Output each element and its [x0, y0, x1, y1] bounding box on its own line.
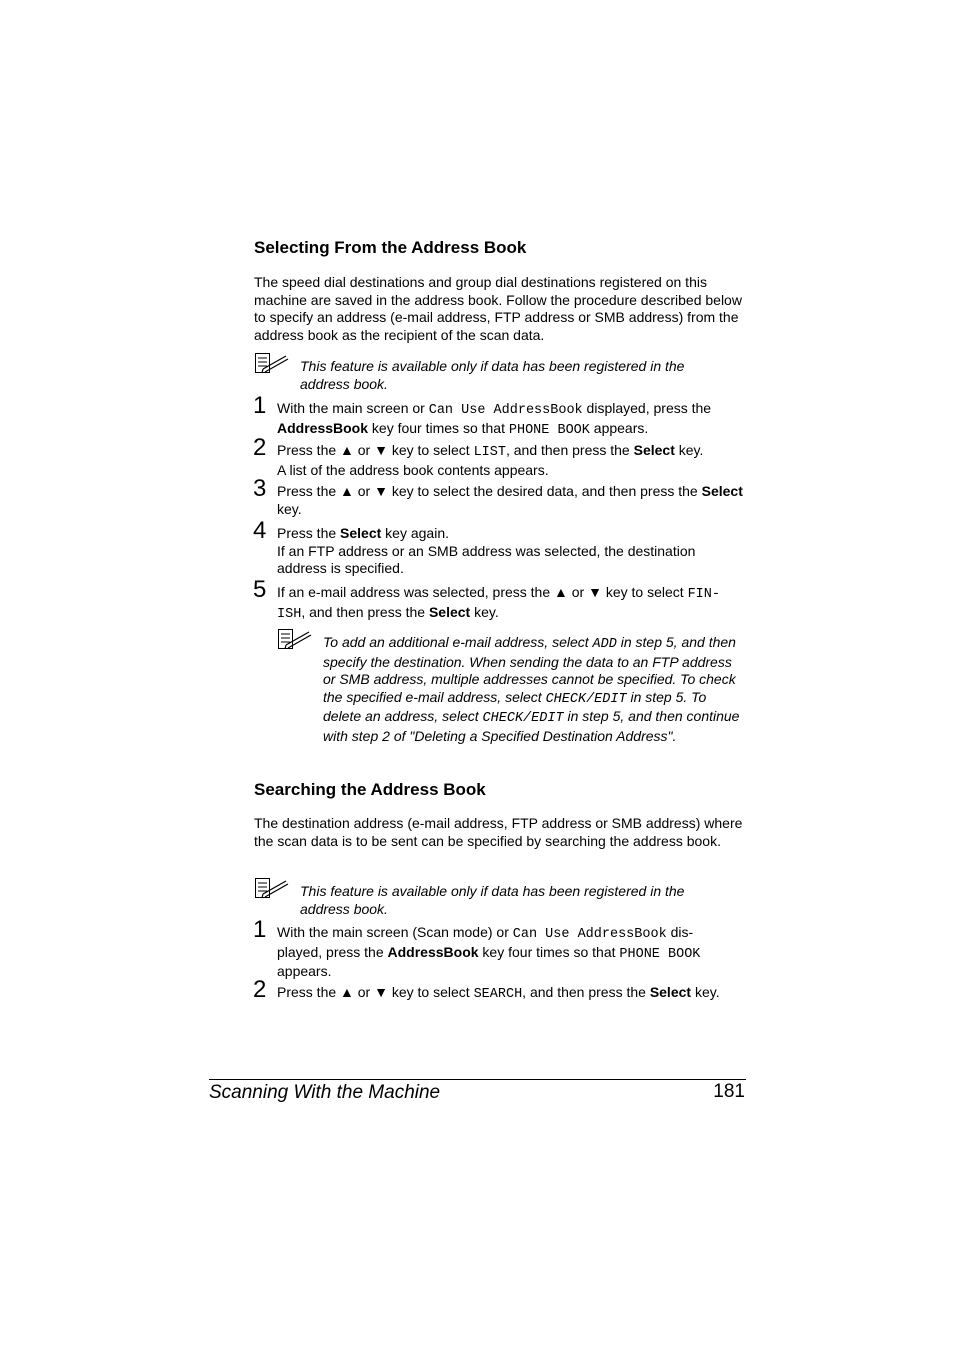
- step-number: 2: [253, 434, 267, 461]
- step-number: 4: [253, 517, 267, 544]
- step-number: 5: [253, 576, 267, 603]
- section-heading-selecting: Selecting From the Address Book: [254, 238, 527, 257]
- note-pencil-icon: [255, 352, 289, 379]
- step-number: 2: [253, 976, 267, 1003]
- step-text: Press the ▲ or ▼ key to select SEARCH, and then press the Select key.: [277, 984, 720, 1002]
- note-pencil-icon: [255, 877, 289, 904]
- step-text: With the main screen or Can Use AddressBook displayed, press the AddressBook key four times so that PHONE BOOK appears.: [277, 400, 712, 438]
- footer-rule: [209, 1079, 746, 1080]
- step-text: If an e-mail address was selected, press the ▲ or ▼ key to select FIN- ISH, and then press the Select key.: [277, 584, 720, 622]
- step-text: Press the ▲ or ▼ key to select the desired data, and then press the Select key.: [277, 483, 743, 517]
- step-number: 1: [253, 392, 267, 419]
- page-number: 181: [713, 1081, 745, 1102]
- footer-chapter-title: Scanning With the Machine: [209, 1082, 441, 1103]
- note-text: This feature is available only if data has been registered in the address book.: [300, 358, 685, 392]
- section-intro-selecting: The speed dial destinations and group dial destinations registered on this machine are saved in the address book. Follow the procedure described below to specify an address (e-mail address, FTP address or SMB address) from the address book as the recipient of the scan data.: [254, 274, 742, 343]
- step-text: With the main screen (Scan mode) or Can Use AddressBook dis- played, press the AddressBook key four times so that PHONE BOOK appears.: [277, 924, 701, 980]
- step-text: Press the ▲ or ▼ key to select LIST, and then press the Select key. A list of the address book contents appears.: [277, 442, 704, 478]
- note-text: This feature is available only if data has been registered in the address book.: [300, 883, 685, 917]
- step-text: Press the Select key again. If an FTP address or an SMB address was selected, the destination address is specified.: [277, 525, 696, 577]
- step-number: 3: [253, 475, 267, 502]
- note-text: To add an additional e-mail address, select ADD in step 5, and then specify the destination. When sending the data to an FTP address or SMB address, multiple addresses cannot be specified. To check the specified e-mail address, select CHECK/EDIT in step 5. To delete an address, select CHECK/EDIT in step 5, and then continue with step 2 of "Deleting a Specified Destination Address".: [323, 634, 740, 744]
- section-heading-searching: Searching the Address Book: [254, 780, 486, 799]
- step-number: 1: [253, 916, 267, 943]
- note-pencil-icon: [278, 628, 312, 655]
- section-intro-searching: The destination address (e-mail address, FTP address or SMB address) where the scan data is to be sent can be specified by searching the address book.: [254, 815, 743, 849]
